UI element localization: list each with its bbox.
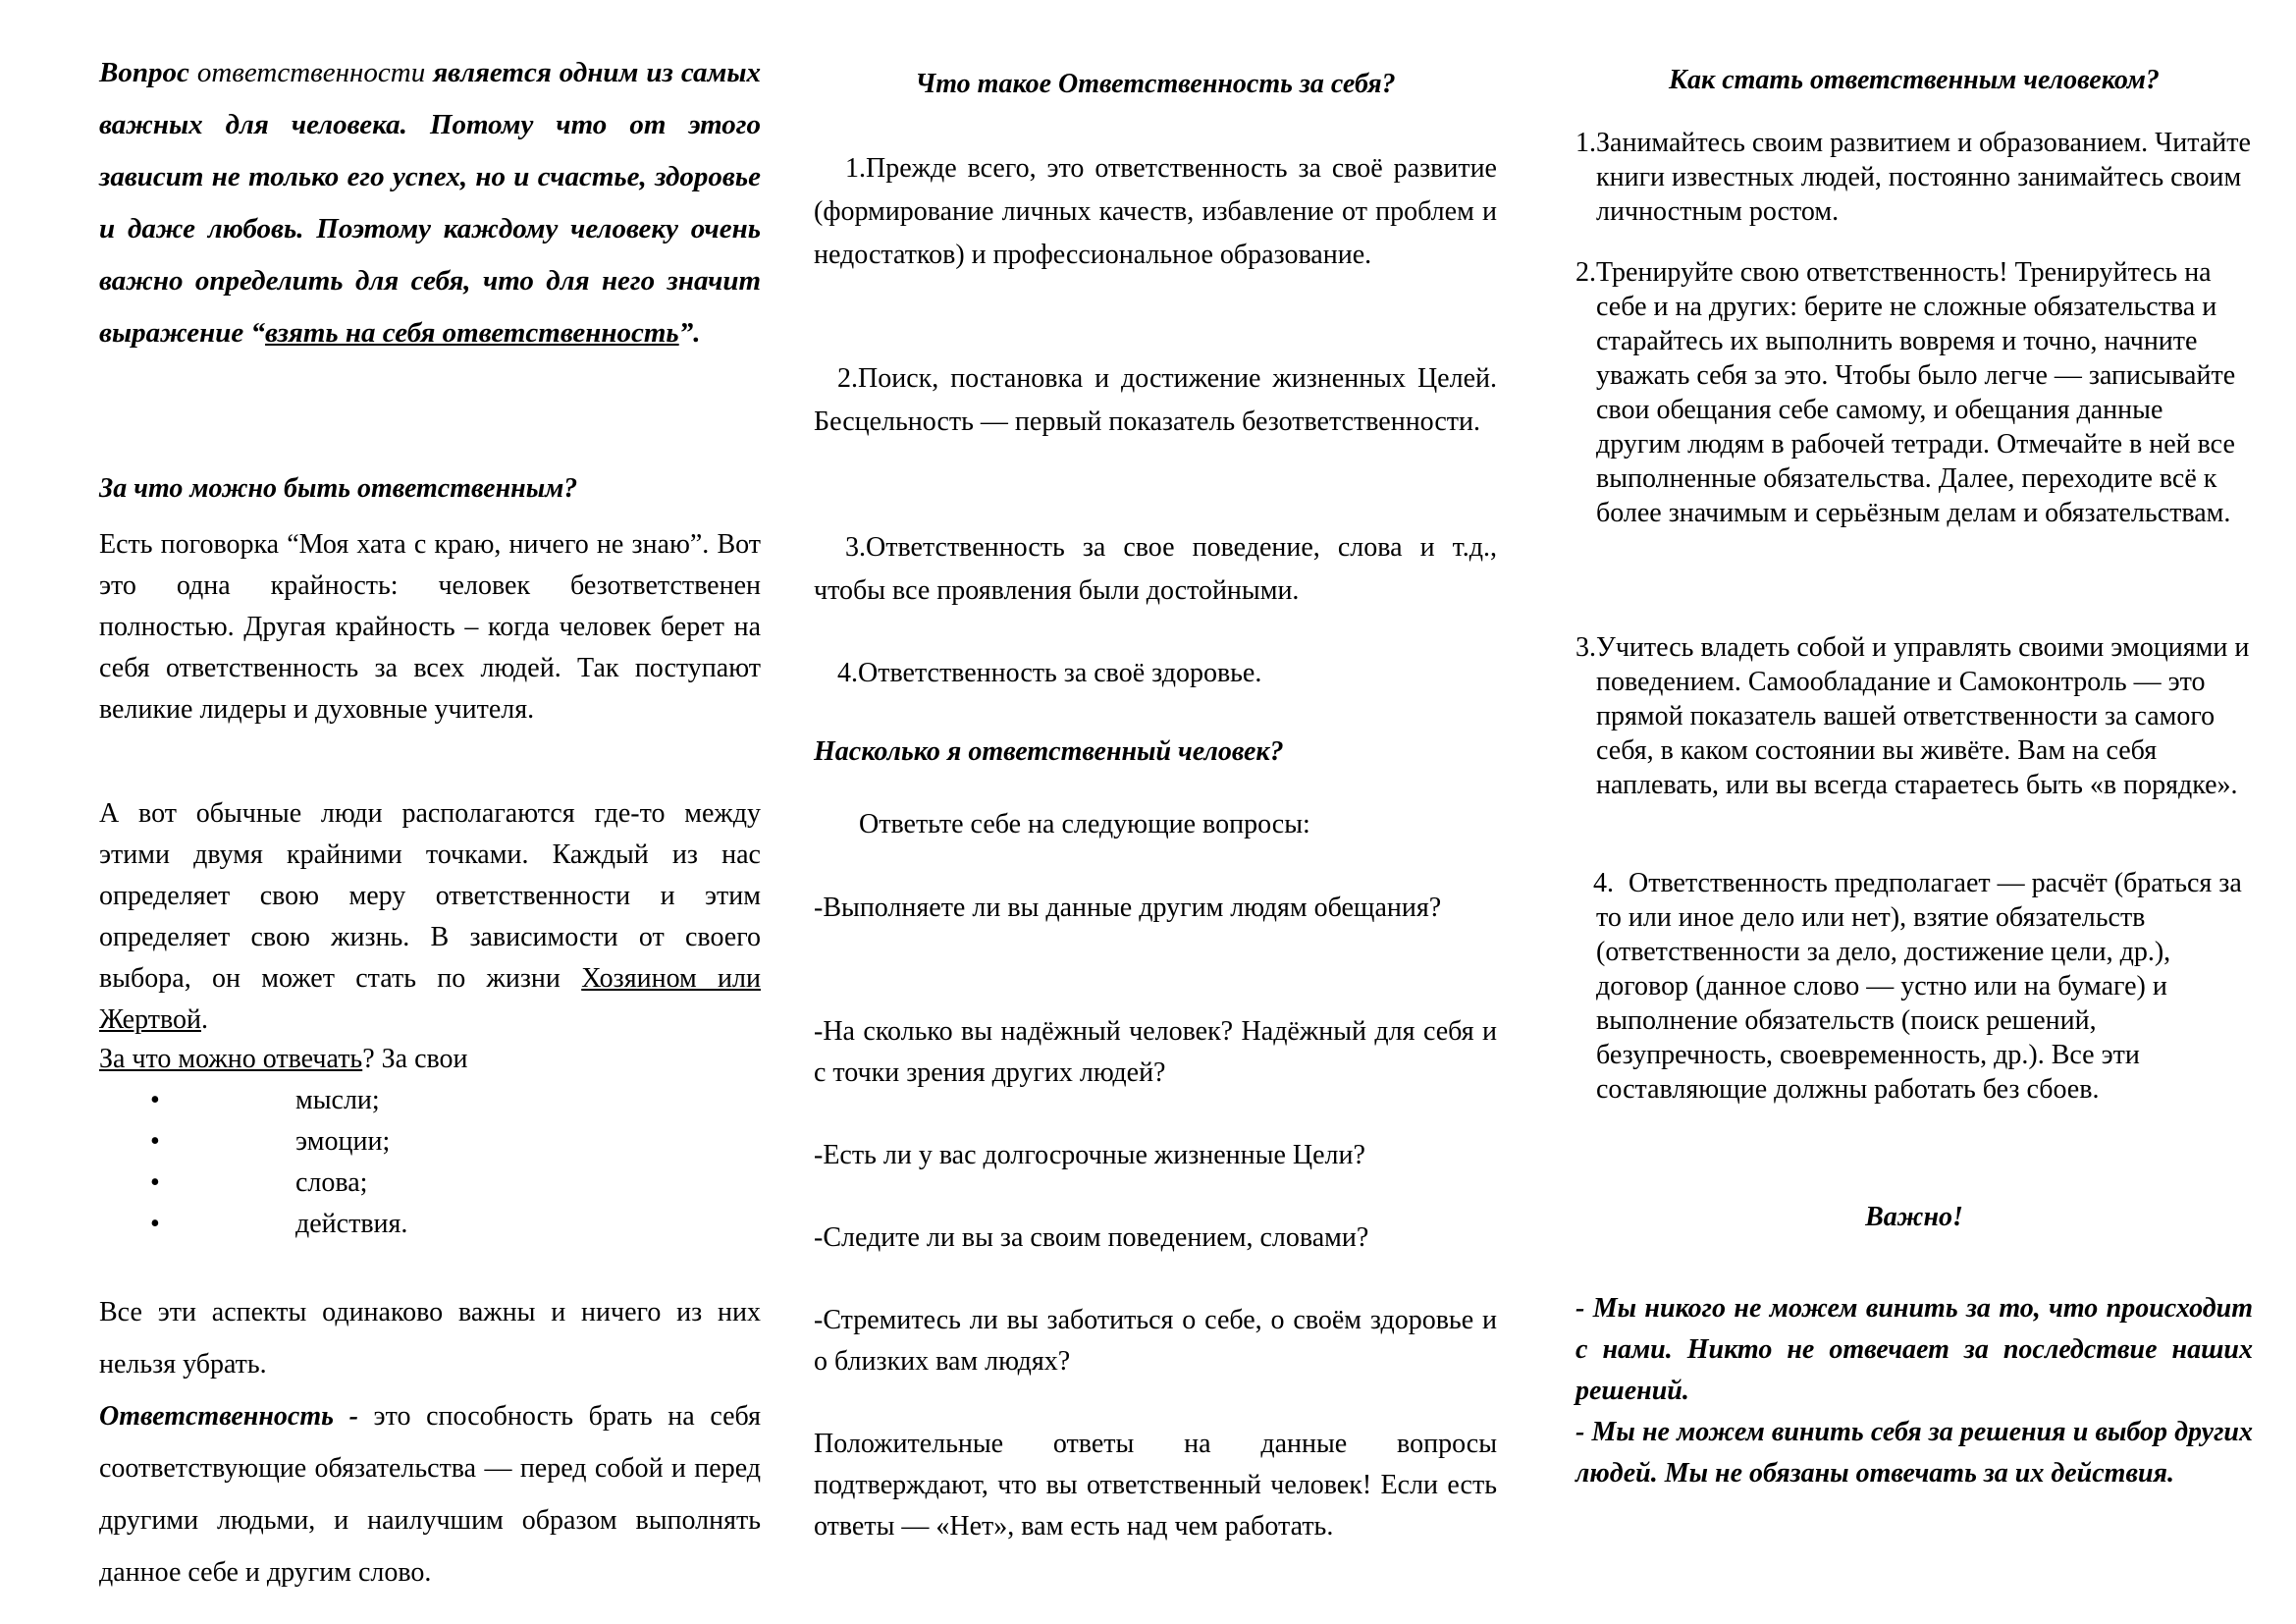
- bullet-icon: •: [150, 1085, 160, 1115]
- list-item-text: эмоции;: [295, 1126, 391, 1157]
- question-5: -Стремитесь ли вы заботиться о себе, о своём здоровье и о близких вам людях?: [814, 1305, 1497, 1377]
- intro-underlined-phrase: взять на себя ответственность: [265, 317, 679, 349]
- section-heading-what-responsible: За что можно быть ответственным?: [99, 473, 578, 504]
- questions-prompt: Ответьте себе на следующие вопросы:: [859, 809, 1310, 839]
- numbered-item-4: 4.Ответственность за своё здоровье.: [837, 658, 1262, 688]
- conclusion-paragraph: Положительные ответы на данные вопросы подтверждают, что вы ответственный человек! Если есть ответы — «Нет», вам есть над чем работать.: [814, 1429, 1497, 1542]
- advice-text: Занимайтесь своим развитием и образованием. Читайте книги известных людей, постоянно занимайтесь своим личностным ростом.: [1596, 128, 2251, 227]
- paragraph-all-aspects: Все эти аспекты одинаково важны и ничего из них нельзя убрать.: [99, 1297, 761, 1380]
- intro-italic-word: ответственности: [188, 57, 434, 88]
- definition-text: это способность брать на себя соответствующие обязательства — перед собой и перед другими людьми, и наилучшим образом выполнять данное себе и другим слово.: [99, 1401, 761, 1588]
- advice-number: 1.: [1575, 128, 1596, 158]
- question-2: -На сколько вы надёжный человек? Надёжный для себя и с точки зрения других людей?: [814, 1016, 1497, 1088]
- advice-number: 4.: [1593, 868, 1614, 898]
- numbered-item-3: 3.Ответственность за свое поведение, слова и т.д., чтобы все проявления были достойными.: [814, 532, 1497, 606]
- advice-text: Учитесь владеть собой и управлять своими эмоциями и поведением. Самообладание и Самоконтроль — это прямой показатель вашей ответственности за самого себя, в каком состоянии вы живёте. Вам на себя наплевать, или вы всегда стараетесь быть «в порядке».: [1596, 632, 2250, 800]
- bullet-icon: •: [150, 1167, 160, 1198]
- intro-paragraph: [99, 47, 761, 359]
- advice-item-2: [1575, 255, 2253, 530]
- list-item-text: слова;: [295, 1167, 368, 1198]
- paragraph-ordinary-people: [99, 793, 761, 1041]
- section-heading-self-responsibility: Что такое Ответственность за себя?: [915, 69, 1396, 99]
- what-to-answer-rest: ? За свои: [362, 1044, 468, 1074]
- intro-rest: является одним из самых важных для человека. Потому что от этого зависит не только его успех, но и счастье, здоровье и даже любовь. Поэтому каждому человеку очень важно определить для себя, что для него значит выражение “: [99, 57, 762, 349]
- bullet-icon: •: [150, 1209, 160, 1239]
- question-1: -Выполняете ли вы данные другим людям обещания?: [814, 893, 1442, 923]
- bullet-icon: •: [150, 1126, 160, 1157]
- definition-paragraph: [99, 1390, 761, 1598]
- question-3: -Есть ли у вас долгосрочные жизненные Цели?: [814, 1140, 1365, 1170]
- important-heading: Важно!: [1865, 1202, 1963, 1232]
- numbered-item-1: 1.Прежде всего, это ответственность за своё развитие (формирование личных качеств, избавление от проблем и недостатков) и профессиональное образование.: [814, 153, 1497, 270]
- important-line-1: - Мы никого не можем винить за то, что происходит с нами. Никто не отвечает за последствие наших решений.: [1575, 1293, 2253, 1406]
- list-item: [99, 1121, 761, 1163]
- owner-or-victim-link: Хозяином или Жертвой: [99, 963, 761, 1035]
- question-4: -Следите ли вы за своим поведением, словами?: [814, 1222, 1369, 1253]
- advice-number: 3.: [1575, 632, 1596, 663]
- section-heading-how-to-become: Как стать ответственным человеком?: [1669, 65, 2160, 95]
- what-to-answer-underlined: За что можно отвечать: [99, 1044, 363, 1074]
- paragraph-proverb: Есть поговорка “Моя хата с краю, ничего не знаю”. Вот это одна крайность: человек безответственен полностью. Другая крайность – когда человек берет на себя ответственность за всех людей. Так поступают великие лидеры и духовные учителя.: [99, 529, 761, 725]
- bullet-list: [99, 1080, 761, 1245]
- intro-end: ”.: [678, 317, 701, 349]
- list-item: [99, 1163, 761, 1204]
- numbered-item-2: 2.Поиск, постановка и достижение жизненных Целей. Бесцельность — первый показатель безответственности.: [814, 363, 1497, 437]
- list-item-text: мысли;: [295, 1085, 380, 1115]
- advice-item-1: [1575, 126, 2253, 229]
- line-what-to-answer: [99, 1039, 761, 1080]
- important-line-2: - Мы не можем винить себя за решения и выбор других людей. Мы не обязаны отвечать за их действия.: [1575, 1417, 2253, 1489]
- list-item: [99, 1080, 761, 1121]
- advice-item-4: [1575, 866, 2253, 1107]
- advice-number: 2.: [1575, 257, 1596, 288]
- advice-text: Тренируйте свою ответственность! Тренируйтесь на себе и на других: берите не сложные обязательства и старайтесь их выполнить вовремя и точно, начните уважать себя за это. Чтобы было легче — записывайте свои обещания себе самому, и обещания данные другим людям в рабочей тетради. Отмечайте в ней все выполненные обязательства. Далее, переходите всё к более значимым и серьёзным делам и обязательствам.: [1596, 257, 2236, 528]
- section-heading-how-responsible: Насколько я ответственный человек?: [814, 736, 1284, 767]
- intro-bold-start: Вопрос: [99, 57, 189, 88]
- paragraph-ordinary-people-text: А вот обычные люди располагаются где-то между этими двумя крайними точками. Каждый из нас определяет свою меру ответственности и этим определяет свою жизнь. В зависимости от своего выбора, он может стать по жизни: [99, 798, 761, 994]
- advice-text: Ответственность предполагает — расчёт (браться за то или иное дело или нет), взятие обязательств (ответственности за дело, достижение цели, др.), договор (данное слово — устно или на бумаге) и выполнение обязательств (поиск решений, безупречность, своевременность, др.). Все эти составляющие должны работать без сбоев.: [1596, 868, 2242, 1105]
- list-item: [99, 1204, 761, 1245]
- advice-item-3: [1575, 630, 2253, 802]
- list-item-text: действия.: [295, 1209, 408, 1239]
- paragraph-end-dot: .: [200, 1004, 208, 1035]
- definition-term: Ответственность -: [99, 1401, 358, 1432]
